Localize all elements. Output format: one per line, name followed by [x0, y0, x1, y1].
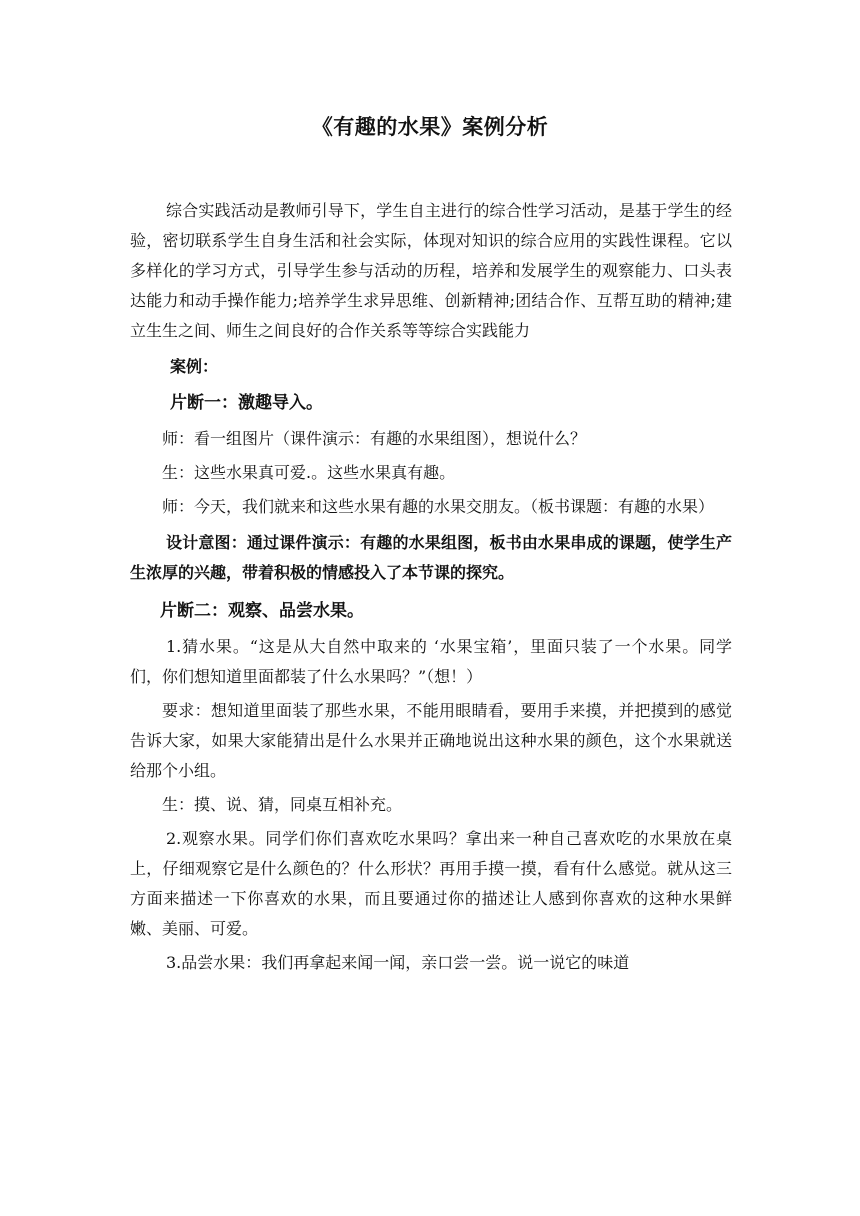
fragment2-item-observe: 2.观察水果。同学们你们喜欢吃水果吗？拿出来一种自己喜欢吃的水果放在桌上，仔细观察它是什么颜色的？什么形状？再用手摸一摸，看有什么感觉。就从这三方面来描述一下你喜欢的水果，而且要通过你的描述让人感到你喜欢的这种水果鲜嫩、美丽、可爱。	[130, 829, 732, 938]
intro-paragraph: 综合实践活动是教师引导下，学生自主进行的综合性学习活动，是基于学生的经验，密切联系学生自身生活和社会实际，体现对知识的综合应用的实践性课程。它以多样化的学习方式，引导学生参与活动的历程，培养和发展学生的观察能力、口头表达能力和动手操作能力;培养学生求异思维、创新精神;团结合作、互帮互助的精神;建立生生之间、师生之间良好的合作关系等等综合实践能力	[130, 201, 732, 340]
fragment2-student-line: 生：摸、说、猜，同桌互相补充。	[162, 795, 403, 814]
case-heading: 案例：	[170, 357, 219, 376]
fragment1-student-line: 生：这些水果真可爱.。这些水果真有趣。	[162, 463, 456, 482]
fragment1-heading: 片断一：激趣导入。	[170, 393, 323, 413]
fragment2-item-guess: 1.猜水果。“这是从大自然中取来的 ‘水果宝箱’，里面只装了一个水果。同学们，你们想知道里面都装了什么水果吗？”（想！）	[130, 637, 732, 686]
fragment1-teacher-line-2: 师：今天，我们就来和这些水果有趣的水果交朋友。（板书课题：有趣的水果）	[162, 497, 715, 516]
fragment2-item-taste: 3.品尝水果：我们再拿起来闻一闻，亲口尝一尝。说一说它的味道	[166, 953, 630, 972]
fragment2-heading: 片断二：观察、品尝水果。	[160, 601, 364, 621]
page-title: 《有趣的水果》案例分析	[311, 115, 549, 139]
fragment2-requirement: 要求：想知道里面装了那些水果，不能用眼睛看，要用手来摸，并把摸到的感觉告诉大家，如果大家能猜出是什么水果并正确地说出这种水果的颜色，这个水果就送给那个小组。	[130, 701, 732, 780]
fragment1-teacher-line: 师：看一组图片（课件演示：有趣的水果组图），想说什么？	[162, 429, 587, 448]
fragment1-design-intent: 设计意图：通过课件演示：有趣的水果组图，板书由水果串成的课题，使学生产生浓厚的兴趣，带着积极的情感投入了本节课的探究。	[130, 533, 732, 582]
document-body	[130, 196, 732, 978]
